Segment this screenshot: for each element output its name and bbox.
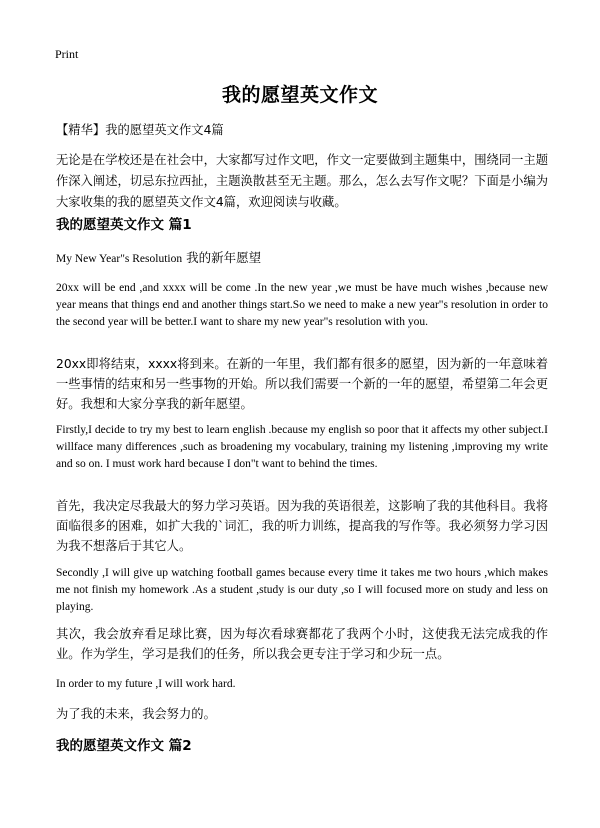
article1-subtitle-en: My New Year"s Resolution: [56, 253, 183, 265]
article1-paragraph4-zh: 为了我的未来，我会努力的。: [56, 707, 216, 721]
article1-subtitle: [56, 248, 548, 269]
article1-paragraph2-zh: 首先，我决定尽我最大的努力学习英语。因为我的英语很差，这影响了我的其他科目。我将面临很多的困难，如扩大我的`词汇，我的听力训练，提高我的写作等。我必须努力学习因为我不想落后于其它人。: [56, 499, 548, 553]
article1-paragraph1-en: 20xx will be end ,and xxxx will be come .In the new year ,we must be have much wishes ,because new year means that things end and another things start.So we need to make a new year"s resolution in order to the second year will be better.I want to share my new year"s resolution with you.: [56, 282, 548, 328]
print-label: Print: [55, 47, 79, 61]
article1-paragraph1-zh: 20xx即将结束，xxxx将到来。在新的一年里，我们都有很多的愿望，因为新的一年意味着一些事情的结束和另一些事物的开始。所以我们需要一个新的一年的愿望，希望第二年会更好。我想和大家分享我的新年愿望。: [56, 357, 548, 411]
article1-paragraph3-en: Secondly ,I will give up watching football games because every time it takes me two hours ,which makes me not finish my homework .As a student ,study is our duty ,so I will focused more on study and less on playing.: [56, 567, 548, 613]
article1-paragraph4-en: In order to my future ,I will work hard.: [56, 678, 236, 690]
article1-subtitle-zh: 我的新年愿望: [186, 250, 262, 265]
article1-heading: 我的愿望英文作文 篇1: [56, 217, 192, 233]
document-title: 我的愿望英文作文: [221, 84, 378, 106]
intro-paragraph: 无论是在学校还是在社会中，大家都写过作文吧，作文一定要做到主题集中，围绕同一主题作深入阐述，切忌东拉西扯，主题涣散甚至无主题。那么，怎么去写作文呢？下面是小编为大家收集的我的愿望英文作文4篇，欢迎阅读与收藏。: [56, 153, 548, 209]
article1-paragraph3-zh: 其次，我会放弃看足球比赛，因为每次看球赛都花了我两个小时，这使我无法完成我的作业。作为学生，学习是我们的任务，所以我会更专注于学习和少玩一点。: [56, 627, 548, 661]
article2-heading: 我的愿望英文作文 篇2: [56, 738, 192, 754]
article1-paragraph2-en: Firstly,I decide to try my best to learn english .because my english so poor that it affects my other subject.I willface many differences ,such as broadening my vocabulary, training my listening ,improving my write and so on. I must work hard because I don"t want to behind the times.: [56, 424, 548, 470]
intro-tag: 【精华】我的愿望英文作文4篇: [56, 123, 224, 137]
